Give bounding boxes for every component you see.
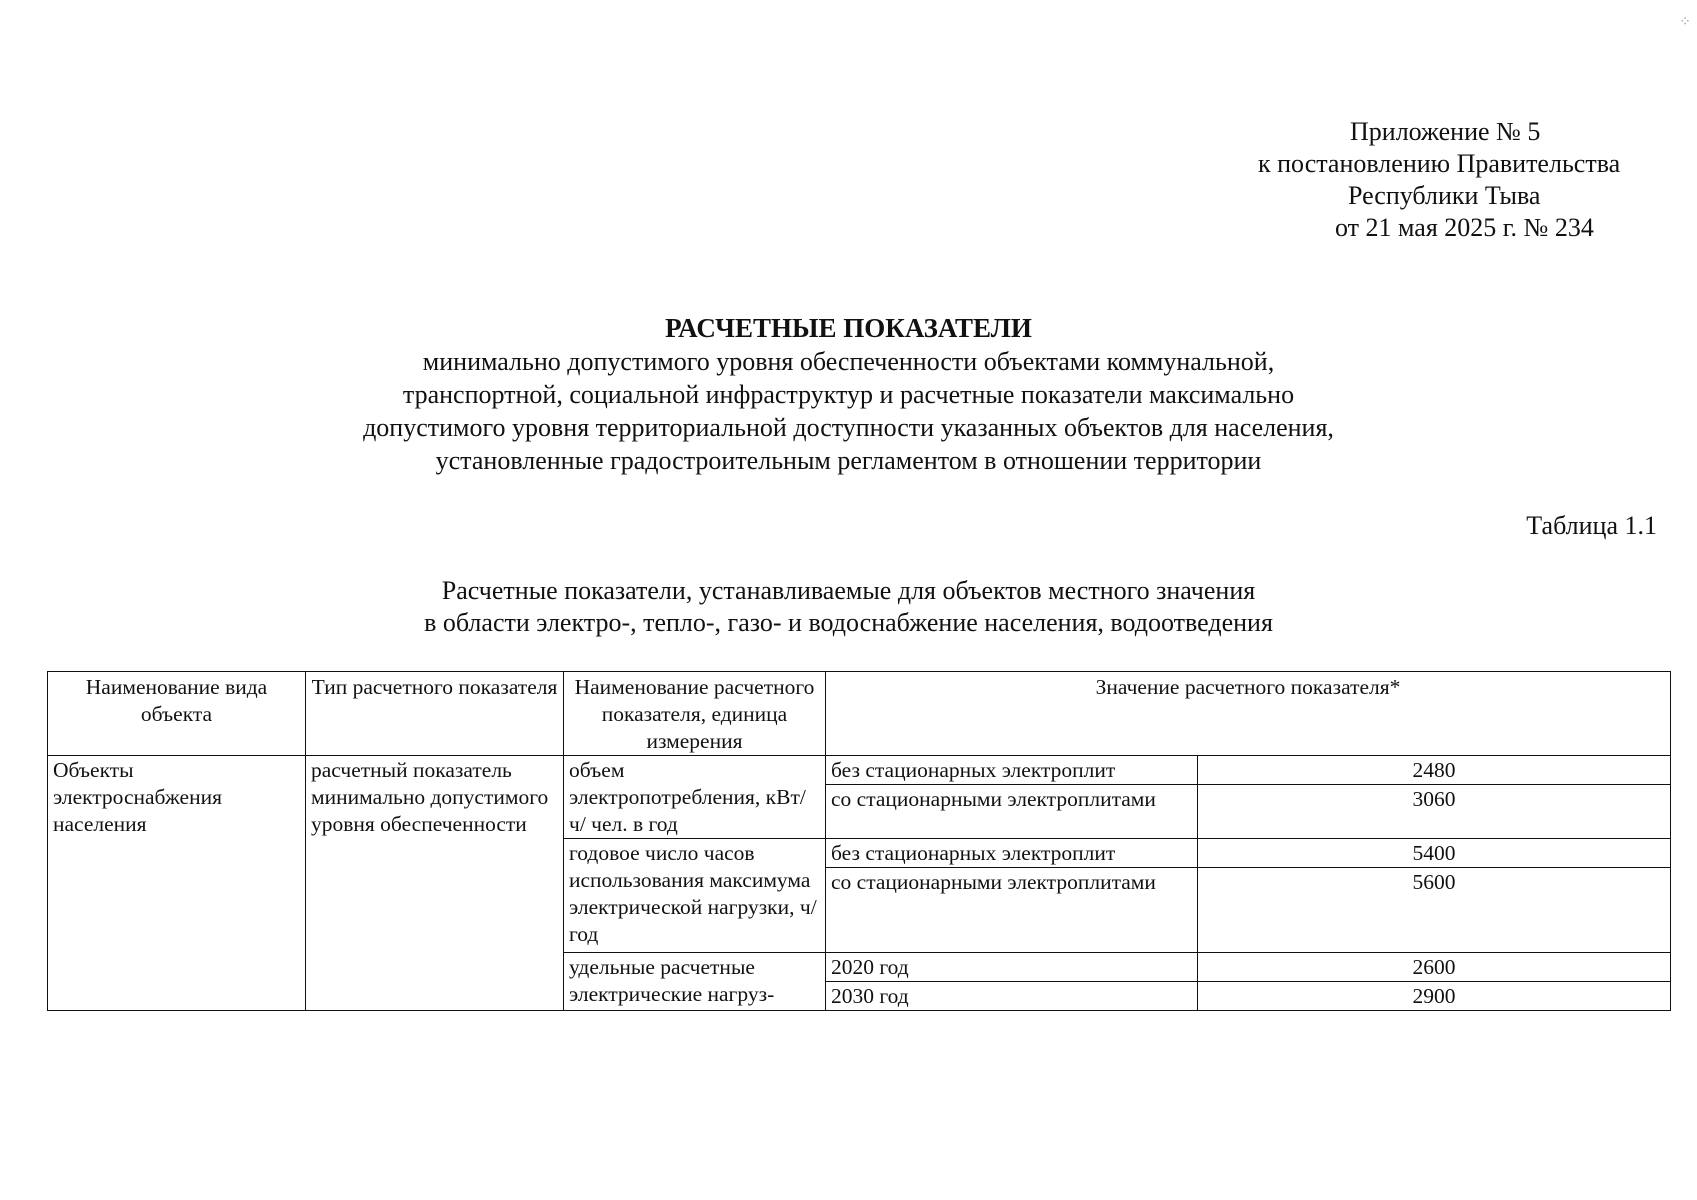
document-title: РАСЧЕТНЫЕ ПОКАЗАТЕЛИ <box>665 313 1032 343</box>
header-indicator-name: Наименование расчетного показателя, единица измерения <box>564 672 826 756</box>
appendix-number: Приложение № 5 <box>1350 117 1541 146</box>
header-indicator-value: Значение расчетного показателя* <box>826 672 1671 756</box>
value-cell: 5600 <box>1198 868 1671 953</box>
appendix-date: от 21 мая 2025 г. № 234 <box>1335 213 1594 242</box>
indicators-table <box>47 671 1671 1011</box>
table-number-label: Таблица 1.1 <box>1526 511 1657 540</box>
document-subtitle-line-3: допустимого уровня территориальной доступности указанных объектов для населения, <box>363 413 1334 442</box>
value-cell: 2480 <box>1198 756 1671 785</box>
condition-cell: без стационарных электроплит <box>826 839 1198 868</box>
document-subtitle-line-4: установленные градостроительным регламентом в отношении территории <box>435 446 1262 475</box>
condition-cell: со стационарными электроплитами <box>826 785 1198 839</box>
header-object-type: Наименование вида объекта <box>48 672 306 756</box>
indicator-name-cell: объем электропотребления, кВт/ч/ чел. в год <box>564 756 826 839</box>
indicator-name-cell: годовое число часов использования максимума электрической нагрузки, ч/год <box>564 839 826 953</box>
appendix-reference <box>1250 116 1650 244</box>
document-subtitle-line-2: транспортной, социальной инфраструктур и расчетные показатели максимально <box>402 380 1295 409</box>
value-cell: 5400 <box>1198 839 1671 868</box>
appendix-resolution: к постановлению Правительства <box>1258 149 1621 178</box>
document-title-block <box>0 312 1697 477</box>
object-type-cell: Объекты электроснабжения населения <box>48 756 306 1011</box>
value-cell: 2600 <box>1198 953 1671 982</box>
table-caption <box>0 575 1697 639</box>
condition-cell: без стационарных электроплит <box>826 756 1198 785</box>
document-subtitle-line-1: минимально допустимого уровня обеспеченности объектами коммунальной, <box>422 347 1275 376</box>
condition-cell: 2020 год <box>826 953 1198 982</box>
scan-artifact-mark: ⁘ <box>1679 15 1691 30</box>
table-caption-line-2: в области электро-, тепло-, газо- и водоснабжение населения, водоотведения <box>424 608 1273 637</box>
table-header-row <box>48 672 1671 756</box>
value-cell: 3060 <box>1198 785 1671 839</box>
condition-cell: со стационарными электроплитами <box>826 868 1198 953</box>
indicator-name-cell: удельные расчетные электрические нагруз- <box>564 953 826 1011</box>
header-indicator-type: Тип расчетного показателя <box>306 672 564 756</box>
value-cell: 2900 <box>1198 982 1671 1011</box>
indicator-type-cell: расчетный показатель минимально допустимого уровня обеспеченности <box>306 756 564 1011</box>
appendix-republic: Республики Тыва <box>1348 181 1541 210</box>
condition-cell: 2030 год <box>826 982 1198 1011</box>
table-caption-line-1: Расчетные показатели, устанавливаемые для объектов местного значения <box>441 576 1256 605</box>
table-row <box>48 756 1671 785</box>
